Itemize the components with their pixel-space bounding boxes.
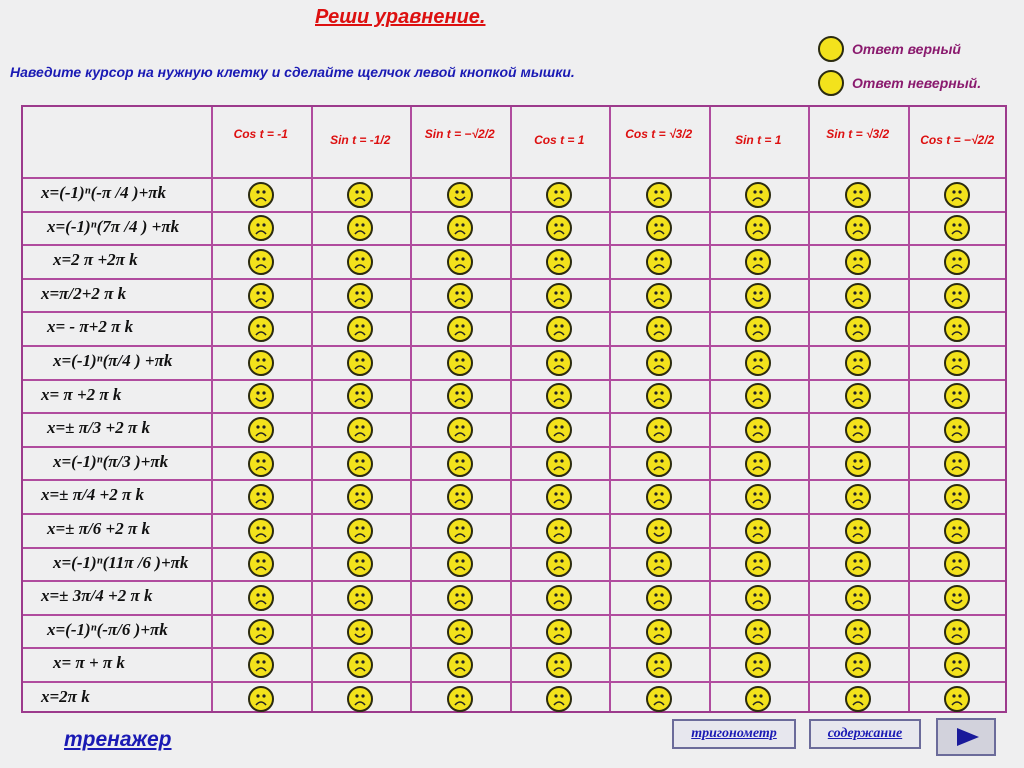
column-header: Sin t = -1/2 bbox=[330, 133, 391, 147]
sad-smiley-icon[interactable] bbox=[546, 249, 572, 275]
grid-hline bbox=[23, 614, 1005, 616]
grid-vline bbox=[410, 107, 412, 711]
sad-smiley-icon[interactable] bbox=[248, 686, 274, 712]
grid-hline bbox=[23, 446, 1005, 448]
sad-smiley-icon[interactable] bbox=[347, 417, 373, 443]
sad-smiley-icon[interactable] bbox=[646, 585, 672, 611]
sad-smiley-icon[interactable] bbox=[248, 283, 274, 309]
column-header: Cos t = √3/2 bbox=[625, 127, 693, 141]
sad-smiley-icon[interactable] bbox=[745, 484, 771, 510]
sad-smiley-icon[interactable] bbox=[347, 182, 373, 208]
sad-smiley-icon[interactable] bbox=[248, 350, 274, 376]
sad-smiley-icon[interactable] bbox=[347, 484, 373, 510]
sad-smiley-icon[interactable] bbox=[745, 383, 771, 409]
sad-smiley-icon[interactable] bbox=[944, 484, 970, 510]
sad-smiley-icon[interactable] bbox=[646, 316, 672, 342]
sad-smiley-icon[interactable] bbox=[347, 551, 373, 577]
sad-smiley-icon[interactable] bbox=[546, 652, 572, 678]
sad-smiley-icon[interactable] bbox=[646, 182, 672, 208]
sad-smiley-icon[interactable] bbox=[745, 350, 771, 376]
grid-vline bbox=[808, 107, 810, 711]
sad-smiley-icon[interactable] bbox=[447, 383, 473, 409]
equation-label: x=(-1)ⁿ(7π /4 ) +πk bbox=[47, 216, 180, 236]
happy-smiley-icon[interactable] bbox=[845, 451, 871, 477]
sad-smiley-icon[interactable] bbox=[546, 316, 572, 342]
sad-smiley-icon[interactable] bbox=[248, 451, 274, 477]
sad-smiley-icon[interactable] bbox=[745, 619, 771, 645]
sad-smiley-icon[interactable] bbox=[944, 383, 970, 409]
equation-label: x=± π/4 +2 π k bbox=[41, 485, 144, 505]
sad-smiley-icon[interactable] bbox=[646, 484, 672, 510]
sad-smiley-icon[interactable] bbox=[447, 215, 473, 241]
sad-smiley-icon[interactable] bbox=[845, 551, 871, 577]
sad-smiley-icon[interactable] bbox=[745, 518, 771, 544]
column-header: Cos t = 1 bbox=[534, 133, 585, 147]
equation-label: x=(-1)ⁿ(-π /4 )+πk bbox=[41, 183, 167, 202]
sad-smiley-icon[interactable] bbox=[845, 182, 871, 208]
sad-smiley-icon[interactable] bbox=[546, 383, 572, 409]
grid-vline bbox=[709, 107, 711, 711]
equation-label: x= π + π k bbox=[53, 653, 125, 673]
sad-smiley-icon[interactable] bbox=[845, 383, 871, 409]
sad-smiley-icon[interactable] bbox=[447, 518, 473, 544]
sad-smiley-icon[interactable] bbox=[347, 350, 373, 376]
sad-smiley-icon[interactable] bbox=[845, 585, 871, 611]
sad-smiley-icon[interactable] bbox=[546, 484, 572, 510]
next-button[interactable] bbox=[936, 718, 996, 756]
sad-smiley-icon[interactable] bbox=[944, 652, 970, 678]
sad-smiley-icon[interactable] bbox=[248, 316, 274, 342]
grid-vline bbox=[510, 107, 512, 711]
sad-smiley-icon[interactable] bbox=[447, 619, 473, 645]
sad-smiley-icon[interactable] bbox=[845, 215, 871, 241]
sad-smiley-icon bbox=[818, 70, 844, 96]
sad-smiley-icon[interactable] bbox=[944, 249, 970, 275]
legend-correct-label: Ответ верный bbox=[852, 41, 961, 57]
sad-smiley-icon[interactable] bbox=[347, 585, 373, 611]
sad-smiley-icon[interactable] bbox=[646, 686, 672, 712]
column-header: Cos t = -1 bbox=[233, 127, 288, 141]
column-header: Sin t = 1 bbox=[735, 133, 782, 147]
sad-smiley-icon[interactable] bbox=[646, 619, 672, 645]
sad-smiley-icon[interactable] bbox=[347, 283, 373, 309]
sad-smiley-icon[interactable] bbox=[944, 215, 970, 241]
sad-smiley-icon[interactable] bbox=[944, 619, 970, 645]
sad-smiley-icon[interactable] bbox=[248, 551, 274, 577]
happy-smiley-icon[interactable] bbox=[447, 182, 473, 208]
sad-smiley-icon[interactable] bbox=[845, 283, 871, 309]
column-header: Cos t = −√2/2 bbox=[920, 133, 995, 147]
equation-label: x=2 π +2π k bbox=[53, 250, 138, 270]
sad-smiley-icon[interactable] bbox=[447, 316, 473, 342]
sad-smiley-icon[interactable] bbox=[944, 451, 970, 477]
equation-label: x= π +2 π k bbox=[41, 384, 122, 404]
equation-label: x=2π k bbox=[41, 687, 90, 706]
sad-smiley-icon[interactable] bbox=[944, 182, 970, 208]
equation-label: x=(-1)ⁿ(π/4 ) +πk bbox=[53, 351, 173, 370]
column-header: Sin t = √3/2 bbox=[826, 127, 890, 141]
sad-smiley-icon[interactable] bbox=[248, 652, 274, 678]
trigonometer-button[interactable]: тригонометр bbox=[672, 719, 796, 749]
sad-smiley-icon[interactable] bbox=[248, 484, 274, 510]
sad-smiley-icon[interactable] bbox=[248, 417, 274, 443]
sad-smiley-icon[interactable] bbox=[248, 215, 274, 241]
sad-smiley-icon[interactable] bbox=[546, 585, 572, 611]
sad-smiley-icon[interactable] bbox=[745, 585, 771, 611]
sad-smiley-icon[interactable] bbox=[447, 451, 473, 477]
sad-smiley-icon[interactable] bbox=[646, 215, 672, 241]
sad-smiley-icon[interactable] bbox=[646, 417, 672, 443]
sad-smiley-icon[interactable] bbox=[347, 249, 373, 275]
sad-smiley-icon[interactable] bbox=[944, 316, 970, 342]
grid-hline bbox=[23, 177, 1005, 179]
sad-smiley-icon[interactable] bbox=[347, 686, 373, 712]
grid-hline bbox=[23, 379, 1005, 381]
sad-smiley-icon[interactable] bbox=[248, 585, 274, 611]
sad-smiley-icon[interactable] bbox=[845, 316, 871, 342]
sad-smiley-icon[interactable] bbox=[745, 686, 771, 712]
sad-smiley-icon[interactable] bbox=[447, 350, 473, 376]
equation-label: x=± π/6 +2 π k bbox=[47, 519, 150, 538]
equation-label: x=± 3π/4 +2 π k bbox=[41, 586, 153, 606]
sad-smiley-icon[interactable] bbox=[447, 249, 473, 275]
sad-smiley-icon[interactable] bbox=[447, 652, 473, 678]
sad-smiley-icon[interactable] bbox=[845, 619, 871, 645]
sad-smiley-icon[interactable] bbox=[546, 686, 572, 712]
sad-smiley-icon[interactable] bbox=[944, 417, 970, 443]
grid-vline bbox=[609, 107, 611, 711]
sad-smiley-icon[interactable] bbox=[646, 652, 672, 678]
grid-hline bbox=[23, 681, 1005, 683]
sad-smiley-icon[interactable] bbox=[546, 518, 572, 544]
sad-smiley-icon[interactable] bbox=[546, 350, 572, 376]
grid-hline bbox=[23, 278, 1005, 280]
sad-smiley-icon[interactable] bbox=[845, 249, 871, 275]
sad-smiley-icon[interactable] bbox=[944, 283, 970, 309]
sad-smiley-icon[interactable] bbox=[347, 383, 373, 409]
sad-smiley-icon[interactable] bbox=[646, 350, 672, 376]
happy-smiley-icon[interactable] bbox=[745, 283, 771, 309]
happy-smiley-icon[interactable] bbox=[248, 383, 274, 409]
sad-smiley-icon[interactable] bbox=[447, 585, 473, 611]
grid-hline bbox=[23, 345, 1005, 347]
sad-smiley-icon[interactable] bbox=[646, 451, 672, 477]
sad-smiley-icon[interactable] bbox=[745, 215, 771, 241]
equation-label: x=(-1)ⁿ(11π /6 )+πk bbox=[53, 552, 189, 572]
sad-smiley-icon[interactable] bbox=[347, 518, 373, 544]
sad-smiley-icon[interactable] bbox=[745, 182, 771, 208]
equation-label: x=(-1)ⁿ(π/3 )+πk bbox=[53, 451, 169, 471]
trainer-link[interactable]: тренажер bbox=[64, 728, 172, 751]
grid-hline bbox=[23, 412, 1005, 414]
sad-smiley-icon[interactable] bbox=[944, 686, 970, 712]
grid-hline bbox=[23, 513, 1005, 515]
grid-vline bbox=[311, 107, 313, 711]
grid-hline bbox=[23, 580, 1005, 582]
equation-label: x=π/2+2 π k bbox=[41, 283, 127, 303]
grid-hline bbox=[23, 211, 1005, 213]
sad-smiley-icon[interactable] bbox=[646, 383, 672, 409]
sad-smiley-icon[interactable] bbox=[447, 283, 473, 309]
grid-hline bbox=[23, 547, 1005, 549]
sad-smiley-icon[interactable] bbox=[845, 417, 871, 443]
sad-smiley-icon[interactable] bbox=[546, 417, 572, 443]
sad-smiley-icon[interactable] bbox=[248, 619, 274, 645]
sad-smiley-icon[interactable] bbox=[447, 551, 473, 577]
sad-smiley-icon[interactable] bbox=[944, 551, 970, 577]
sad-smiley-icon[interactable] bbox=[745, 551, 771, 577]
sad-smiley-icon[interactable] bbox=[447, 417, 473, 443]
sad-smiley-icon[interactable] bbox=[845, 484, 871, 510]
sad-smiley-icon[interactable] bbox=[745, 249, 771, 275]
happy-smiley-icon[interactable] bbox=[944, 585, 970, 611]
play-arrow-icon bbox=[957, 728, 979, 746]
sad-smiley-icon[interactable] bbox=[546, 551, 572, 577]
happy-smiley-icon[interactable] bbox=[347, 619, 373, 645]
equation-label: x=± π/3 +2 π k bbox=[47, 418, 150, 438]
grid-hline bbox=[23, 647, 1005, 649]
sad-smiley-icon[interactable] bbox=[745, 652, 771, 678]
grid-hline bbox=[23, 479, 1005, 481]
sad-smiley-icon[interactable] bbox=[944, 350, 970, 376]
legend-wrong bbox=[818, 70, 981, 96]
sad-smiley-icon[interactable] bbox=[646, 283, 672, 309]
sad-smiley-icon[interactable] bbox=[944, 518, 970, 544]
answer-grid bbox=[21, 105, 1007, 713]
sad-smiley-icon[interactable] bbox=[447, 686, 473, 712]
grid-vline bbox=[211, 107, 213, 711]
contents-button[interactable]: содержание bbox=[809, 719, 921, 749]
column-header: Sin t = −√2/2 bbox=[424, 127, 495, 141]
legend-correct bbox=[818, 36, 961, 62]
sad-smiley-icon[interactable] bbox=[447, 484, 473, 510]
sad-smiley-icon[interactable] bbox=[745, 316, 771, 342]
sad-smiley-icon[interactable] bbox=[248, 182, 274, 208]
page-title: Реши уравнение. bbox=[315, 6, 486, 28]
sad-smiley-icon[interactable] bbox=[546, 619, 572, 645]
sad-smiley-icon[interactable] bbox=[745, 451, 771, 477]
instruction-text: Наведите курсор на нужную клетку и сделайте щелчок левой кнопкой мышки. bbox=[10, 64, 575, 80]
sad-smiley-icon[interactable] bbox=[845, 652, 871, 678]
sad-smiley-icon[interactable] bbox=[347, 451, 373, 477]
sad-smiley-icon[interactable] bbox=[546, 182, 572, 208]
happy-smiley-icon bbox=[818, 36, 844, 62]
sad-smiley-icon[interactable] bbox=[845, 350, 871, 376]
grid-hline bbox=[23, 244, 1005, 246]
sad-smiley-icon[interactable] bbox=[745, 417, 771, 443]
sad-smiley-icon[interactable] bbox=[248, 249, 274, 275]
sad-smiley-icon[interactable] bbox=[248, 518, 274, 544]
sad-smiley-icon[interactable] bbox=[845, 518, 871, 544]
sad-smiley-icon[interactable] bbox=[347, 316, 373, 342]
legend-wrong-label: Ответ неверный. bbox=[852, 75, 982, 91]
equation-label: x=(-1)ⁿ(-π/6 )+πk bbox=[47, 619, 168, 639]
equation-label: x= - π+2 π k bbox=[47, 317, 134, 337]
grid-vline bbox=[908, 107, 910, 711]
sad-smiley-icon[interactable] bbox=[646, 551, 672, 577]
sad-smiley-icon[interactable] bbox=[347, 215, 373, 241]
sad-smiley-icon[interactable] bbox=[546, 283, 572, 309]
sad-smiley-icon[interactable] bbox=[546, 215, 572, 241]
sad-smiley-icon[interactable] bbox=[546, 451, 572, 477]
sad-smiley-icon[interactable] bbox=[646, 249, 672, 275]
grid-hline bbox=[23, 311, 1005, 313]
happy-smiley-icon[interactable] bbox=[646, 518, 672, 544]
sad-smiley-icon[interactable] bbox=[347, 652, 373, 678]
sad-smiley-icon[interactable] bbox=[845, 686, 871, 712]
